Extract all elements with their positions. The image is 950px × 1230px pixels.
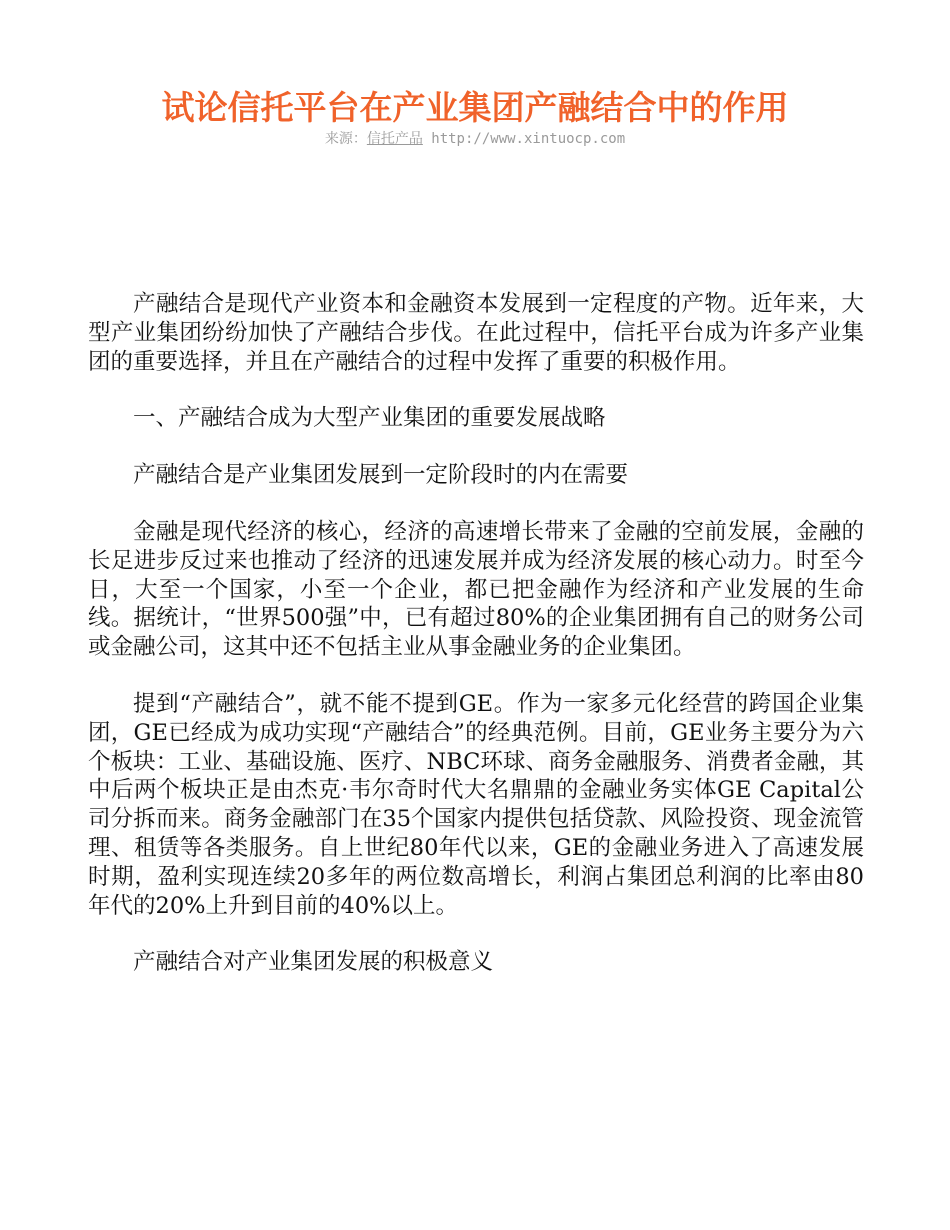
paragraph-intro: 产融结合是现代产业资本和金融资本发展到一定程度的产物。近年来，大型产业集团纷纷加快了产融结合步伐。在此过程中，信托平台成为许多产业集团的重要选择，并且在产融结合的过程中发挥了重要的积极作用。	[88, 291, 864, 375]
subheading-2: 产融结合对产业集团发展的积极意义	[133, 949, 494, 976]
source-url: http://www.xintuocp.com	[422, 131, 626, 147]
source-link[interactable]: 信托产品	[366, 131, 423, 147]
document-title: 试论信托平台在产业集团产融结合中的作用	[161, 88, 789, 127]
source-line	[0, 128, 950, 150]
paragraph-ge: 提到“产融结合”，就不能不提到GE。作为一家多元化经营的跨国企业集团，GE已经成为成功实现“产融结合”的经典范例。目前，GE业务主要分为六个板块：工业、基础设施、医疗、NBC环球、商务金融服务、消费者金融，其中后两个板块正是由杰克·韦尔奇时代大名鼎鼎的金融业务实体GE Capital公司分拆而来。商务金融部门在35个国家内提供包括贷款、风险投资、现金流管理、租赁等各类服务。自上世纪80年代以来，GE的金融业务进入了高速发展时期，盈利实现连续20多年的两位数高增长，利润占集团总利润的比率由80年代的20%上升到目前的40%以上。	[88, 690, 864, 919]
source-prefix: 来源：	[324, 131, 367, 147]
subheading-1: 产融结合是产业集团发展到一定阶段时的内在需要	[133, 462, 629, 489]
paragraph-finance: 金融是现代经济的核心，经济的高速增长带来了金融的空前发展，金融的长足进步反过来也推动了经济的迅速发展并成为经济发展的核心动力。时至今日，大至一个国家，小至一个企业，都已把金融作为经济和产业发展的生命线。据统计，“世界500强”中，已有超过80%的企业集团拥有自己的财务公司或金融公司，这其中还不包括主业从事金融业务的企业集团。	[88, 518, 864, 661]
document-body	[88, 290, 864, 977]
section-heading-1: 一、产融结合成为大型产业集团的重要发展战略	[133, 405, 606, 432]
